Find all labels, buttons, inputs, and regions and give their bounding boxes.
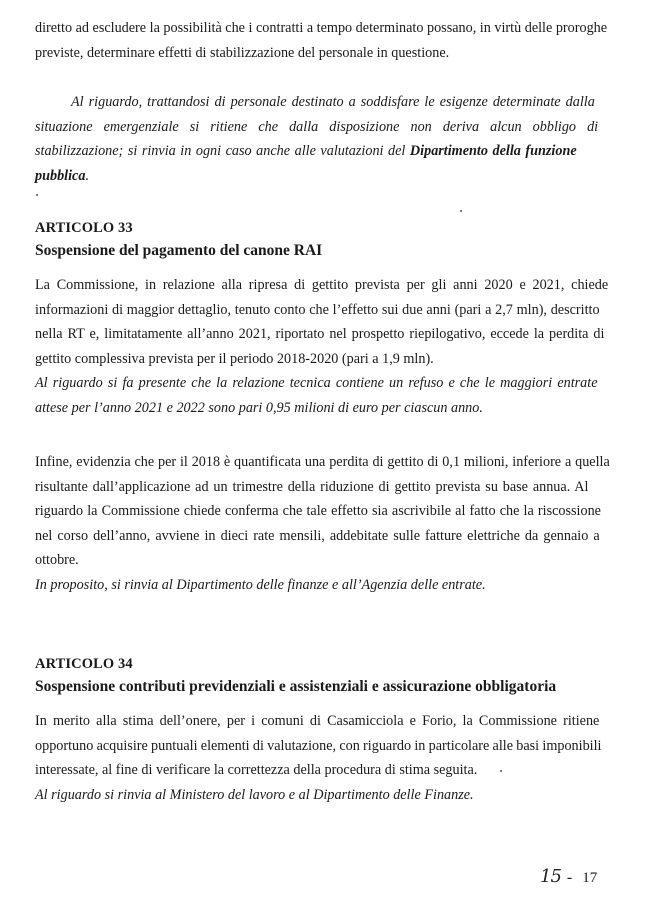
text-line: Al riguardo si rinvia al Ministero del lavoro e al Dipartimento delle Finanze. <box>35 786 474 803</box>
page-number <box>540 866 597 887</box>
bold-reference: Dipartimento della funzione <box>409 143 577 159</box>
article-34-paragraph-1 <box>35 709 610 807</box>
scan-speck <box>460 210 462 212</box>
bold-reference: pubblica <box>35 167 86 184</box>
text-line: opportuno acquisire puntuali elementi di valutazione, con riguardo in particolare alle basi imponibili <box>35 737 602 754</box>
text-line: In proposito, si rinvia al Dipartimento delle finanze e all’Agenzia delle entrate. <box>35 576 486 593</box>
text-line: risultante dall’applicazione ad un trimestre della riduzione di gettito prevista su base annua. Al <box>35 478 589 495</box>
text-line: diretto ad escludere la possibilità che i contratti a tempo determinato possano, in virtù delle proroghe <box>35 20 608 36</box>
page-number-dash: - <box>566 869 573 886</box>
text-line: interessate, al fine di verificare la correttezza della procedura di stima seguita. <box>35 762 478 778</box>
handwritten-page-number: 15 <box>540 866 561 887</box>
article-33-title: Sospensione del pagamento del canone RAI <box>35 242 323 259</box>
text-line: ottobre. <box>35 552 79 568</box>
article-34-number: ARTICOLO 34 <box>35 656 133 672</box>
text-line: Infine, evidenzia che per il 2018 è quantificata una perdita di gettito di 0,1 milioni, inferiore a quella <box>35 454 610 470</box>
text-line: In merito alla stima dell’onere, per i comuni di Casamicciola e Forio, la Commissione ritiene <box>35 713 600 729</box>
text-line: situazione emergenziale si ritiene che dalla disposizione non deriva alcun obbligo di <box>35 118 599 135</box>
text-line <box>35 139 610 164</box>
text-line: gettito complessiva prevista per il periodo 2018-2020 (pari a 1,9 mln). <box>35 350 434 367</box>
text-line: nel corso dell’anno, avviene in dieci rate mensili, addebitate sulle fatture elettriche da gennaio a <box>35 527 600 544</box>
article-33-paragraph-2 <box>35 450 610 597</box>
text-segment: . <box>85 167 89 184</box>
article-34-title: Sospensione contributi previdenziali e assistenziali e assicurazione obbligatoria <box>35 678 557 695</box>
intro-response-paragraph <box>35 90 610 188</box>
text-line: previste, determinare effetti di stabilizzazione del personale in questione. <box>35 44 450 61</box>
text-line: riguardo la Commissione chiede conferma che tale effetto sia ascrivibile al fatto che la riscossione <box>35 503 601 519</box>
printed-page-number: 17 <box>582 870 598 886</box>
text-segment: stabilizzazione; si rinvia in ogni caso anche alle valutazioni del <box>35 143 410 159</box>
article-33-paragraph-1 <box>35 273 610 420</box>
intro-paragraph <box>35 16 610 65</box>
text-line: Al riguardo si fa presente che la relazione tecnica contiene un refuso e che le maggiori entrate <box>35 375 598 391</box>
text-line: informazioni di maggior dettaglio, tenuto conto che l’effetto sui due anni (pari a 2,7 mln), descritto <box>35 301 600 318</box>
article-33-number: ARTICOLO 33 <box>35 220 133 236</box>
text-line <box>35 164 610 189</box>
scan-speck <box>500 770 502 772</box>
text-line: La Commissione, in relazione alla ripresa di gettito prevista per gli anni 2020 e 2021, chiede <box>35 277 609 293</box>
text-line: attese per l’anno 2021 e 2022 sono pari 0,95 milioni di euro per ciascun anno. <box>35 399 483 416</box>
scan-speck <box>36 194 38 196</box>
text-line: Al riguardo, trattandosi di personale destinato a soddisfare le esigenze determinate dalla <box>71 94 595 110</box>
text-line: nella RT e, limitatamente all’anno 2021, riportato nel prospetto riepilogativo, eccede la perdita di <box>35 326 605 342</box>
